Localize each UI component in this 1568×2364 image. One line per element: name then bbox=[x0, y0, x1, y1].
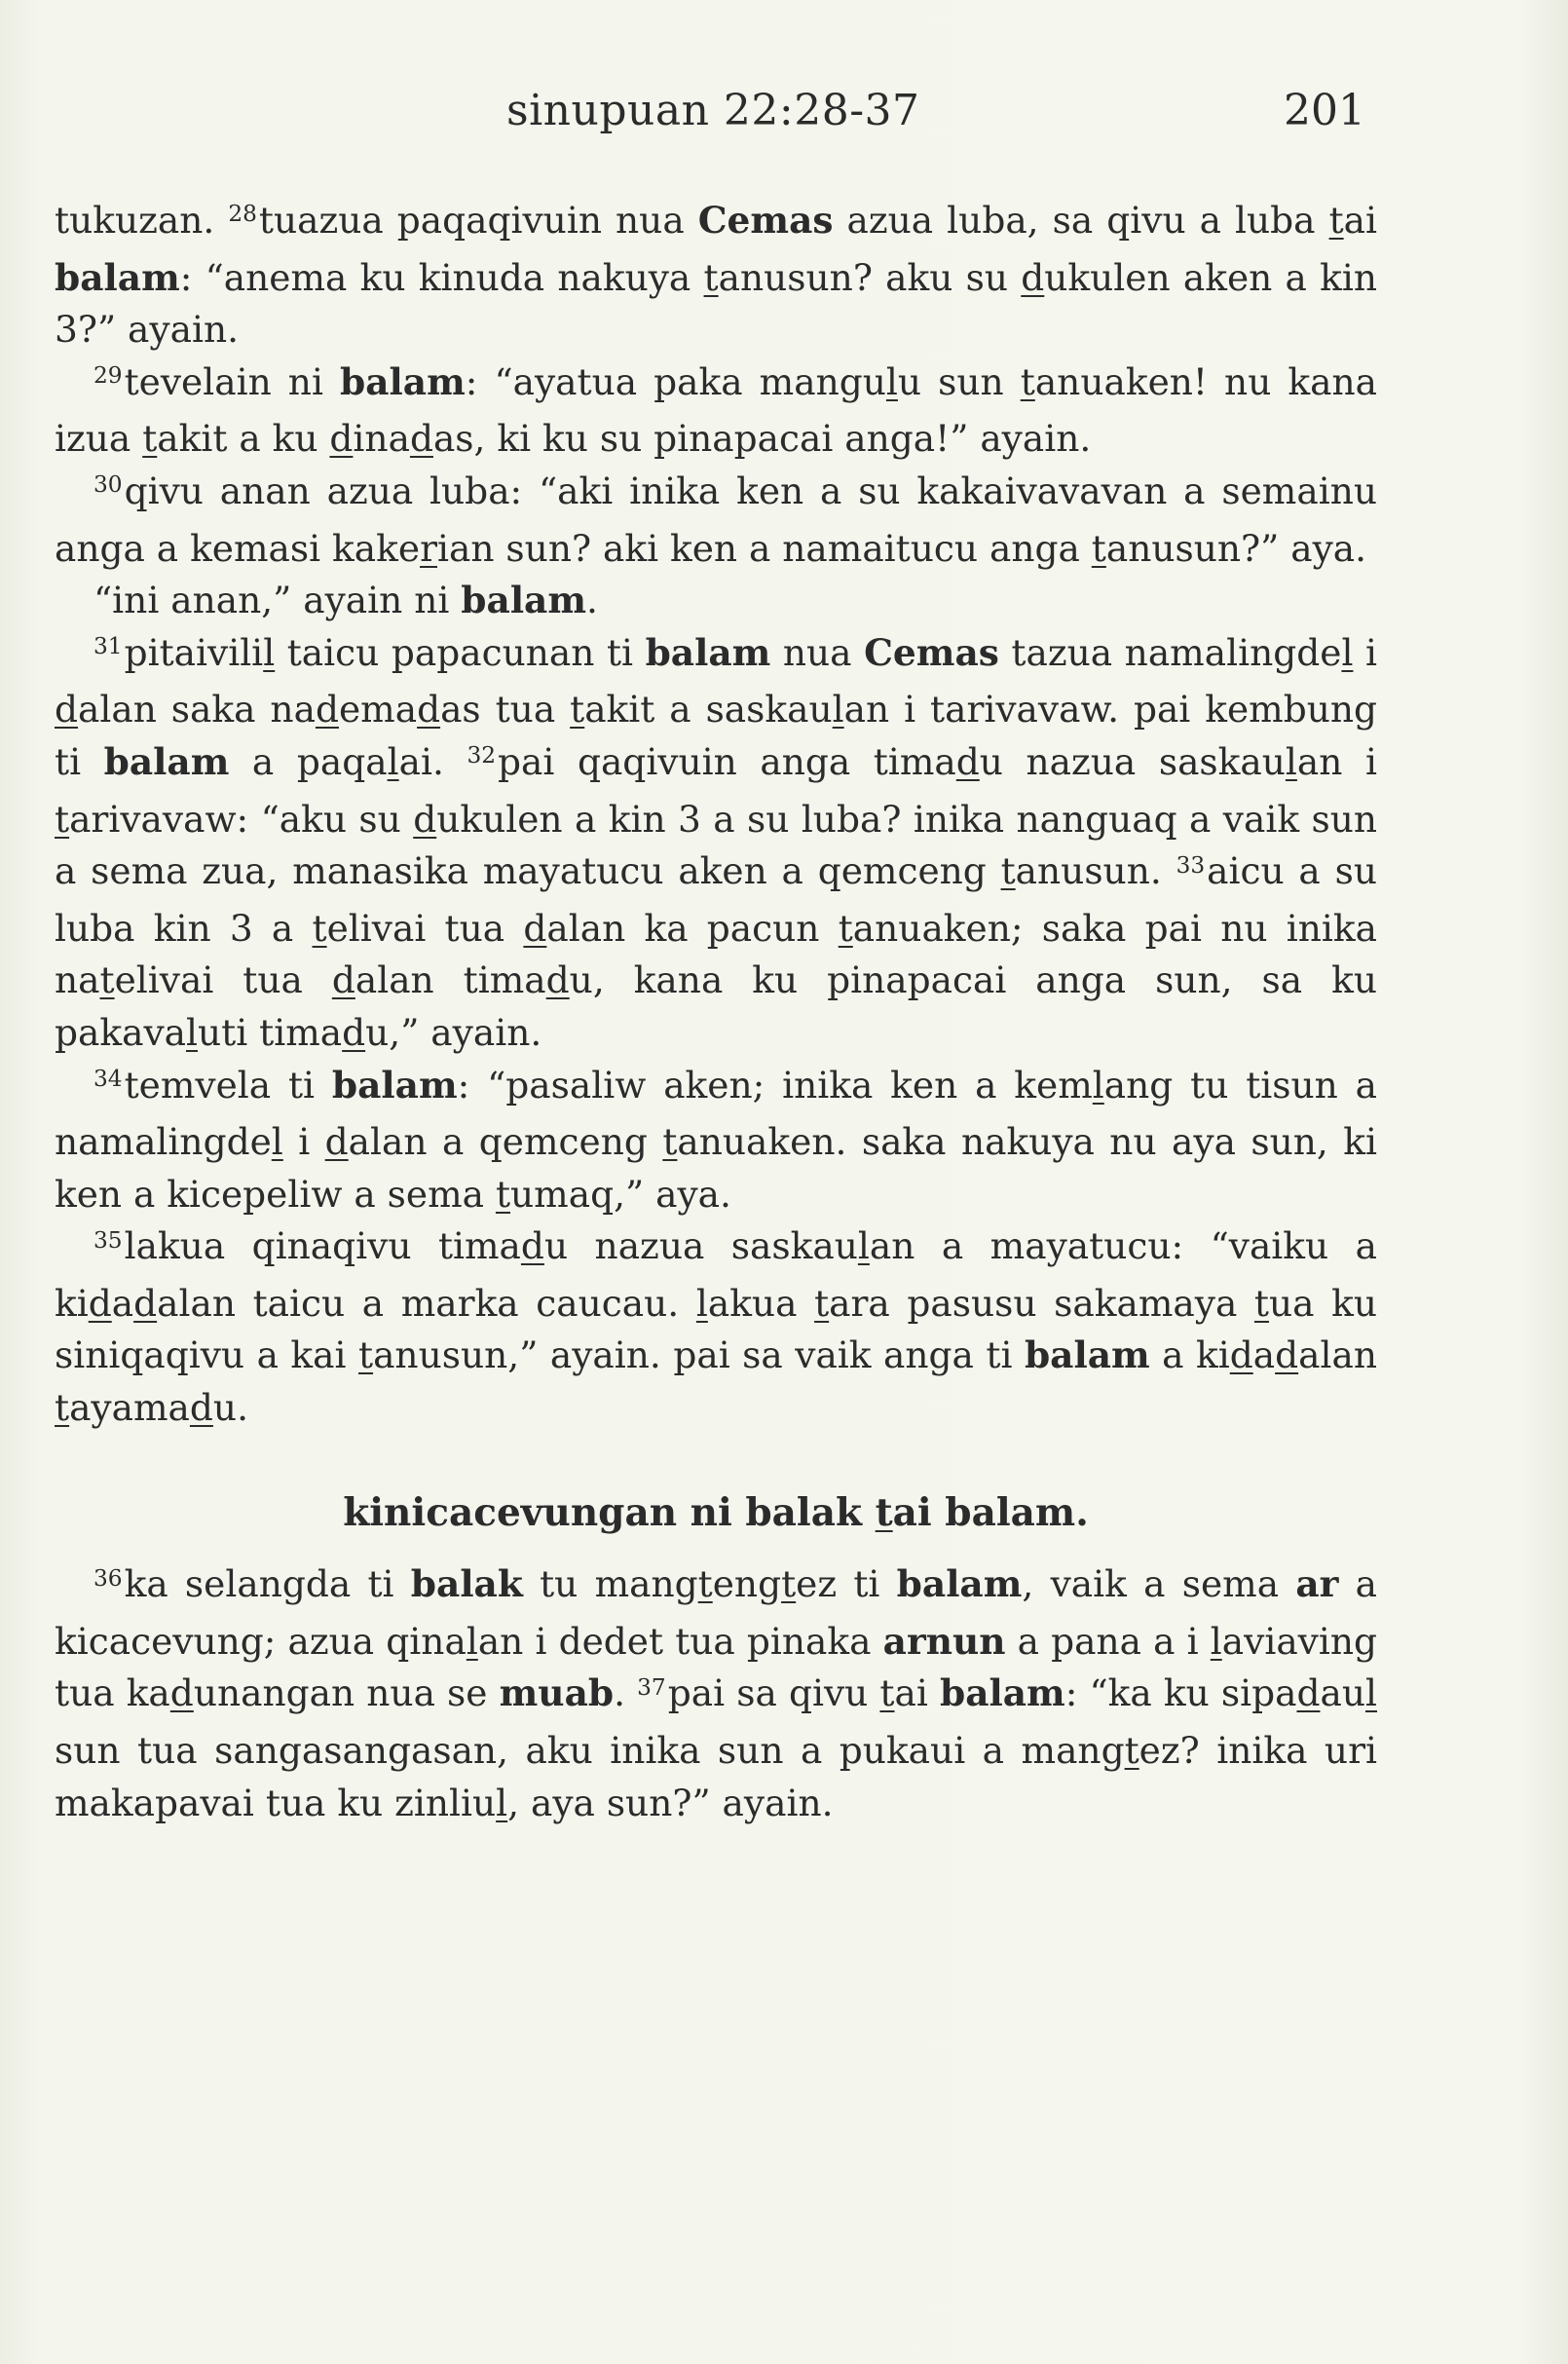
paragraph bbox=[55, 1060, 1377, 1221]
text-run: : “anema ku kinuda nakuya bbox=[179, 255, 704, 299]
text-run: anuaken! nu kana izua bbox=[55, 359, 1378, 461]
text-run: akua bbox=[707, 1281, 815, 1325]
text-run: d bbox=[413, 797, 437, 841]
text-run: t bbox=[662, 1120, 678, 1164]
paragraph bbox=[55, 1558, 1377, 1829]
text-run: : “ka ku sipa bbox=[1064, 1671, 1297, 1715]
text-run: . bbox=[586, 579, 598, 622]
text-run: d bbox=[88, 1281, 112, 1325]
text-run: u. bbox=[212, 1386, 248, 1430]
text-run: l bbox=[1365, 1671, 1377, 1715]
text-run: ar bbox=[1295, 1562, 1339, 1606]
text-run: t bbox=[1020, 359, 1035, 403]
text-run: balam bbox=[461, 579, 587, 622]
text-run: alan bbox=[1298, 1333, 1377, 1377]
text-run: t bbox=[1000, 849, 1016, 893]
text-run: tevelain ni bbox=[124, 359, 341, 403]
text-run: : “ayatua paka mangu bbox=[465, 359, 886, 403]
text-run: t bbox=[781, 1562, 797, 1606]
text-run: balak bbox=[410, 1562, 523, 1606]
text-run: sun tua sangasangasan, aku inika sun a pukaui a mang bbox=[55, 1729, 1125, 1773]
text-run: aviaving tua ka bbox=[55, 1619, 1378, 1715]
text-run: a kicacevung; azua qina bbox=[55, 1562, 1377, 1663]
verse-number: 31 bbox=[93, 633, 123, 660]
text-run: l bbox=[695, 1281, 708, 1325]
text-run: ka selangda ti bbox=[124, 1562, 411, 1606]
text-run: pai sa qivu bbox=[667, 1671, 880, 1715]
text-run: muab bbox=[499, 1671, 615, 1715]
text-run: ai bbox=[1343, 199, 1377, 242]
text-run: d bbox=[133, 1281, 158, 1325]
text-run: pitaivili bbox=[124, 630, 264, 674]
text-run: unangan nua se bbox=[193, 1671, 500, 1715]
text-run: balam bbox=[340, 359, 466, 403]
text-run: a bbox=[111, 1281, 134, 1325]
verse-number: 37 bbox=[637, 1673, 666, 1701]
paragraph bbox=[55, 575, 1377, 627]
text-run: ayama bbox=[69, 1386, 190, 1430]
text-run: t bbox=[55, 1386, 70, 1430]
text-run: a bbox=[1252, 1333, 1276, 1377]
text-run: t bbox=[879, 1671, 895, 1715]
verse-number: 32 bbox=[467, 742, 497, 769]
text-run: anusun,” ayain. pai sa vaik anga ti bbox=[373, 1333, 1025, 1377]
text-run: l bbox=[1341, 630, 1354, 674]
text-run: ukulen a kin 3 a su luba? inika nanguaq a vaik sun a sema zua, manasika mayatucu aken a qemceng bbox=[55, 797, 1378, 893]
text-run: t bbox=[875, 1489, 893, 1535]
text-run: balam bbox=[331, 1063, 458, 1107]
text-run: d bbox=[955, 739, 980, 783]
text-run: l bbox=[1210, 1619, 1222, 1663]
text-run: t bbox=[142, 417, 158, 461]
text-run: , vaik a sema bbox=[1022, 1562, 1296, 1606]
text-run: l bbox=[1092, 1063, 1104, 1107]
text-run: ez ti bbox=[796, 1562, 897, 1606]
section-heading bbox=[55, 1487, 1377, 1540]
text-run: ai. bbox=[398, 739, 467, 783]
text-run: a ki bbox=[1149, 1333, 1230, 1377]
verse-number: 29 bbox=[93, 362, 123, 390]
text-run: qivu anan azua luba: “aki inika ken a su kakaivavavan a semainu anga a kemasi kake bbox=[55, 469, 1377, 570]
text-run: l bbox=[885, 359, 898, 403]
text-run: an a mayatucu: “vaiku a ki bbox=[55, 1224, 1377, 1325]
text-run: as tua bbox=[440, 688, 571, 732]
text-run: t bbox=[703, 255, 719, 299]
text-run: anusun? aku su bbox=[718, 255, 1022, 299]
text-run: d bbox=[324, 1120, 349, 1164]
text-run: pai qaqivuin anga tima bbox=[498, 739, 956, 783]
text-run: balam bbox=[103, 739, 230, 783]
text-run: nua bbox=[770, 630, 865, 674]
text-run: d bbox=[1229, 1333, 1253, 1377]
text-run: umaq,” aya. bbox=[510, 1172, 731, 1216]
paragraph bbox=[55, 466, 1377, 575]
text-run: a paqa bbox=[229, 739, 388, 783]
text-run: “ini anan,” ayain ni bbox=[93, 579, 462, 622]
text-run: , aya sun?” ayain. bbox=[507, 1781, 834, 1824]
text-run: t bbox=[1124, 1729, 1139, 1773]
paragraph bbox=[55, 356, 1377, 466]
text-run: an i dedet tua pinaka bbox=[477, 1619, 883, 1663]
text-run: akit a saskau bbox=[584, 688, 833, 732]
text-run: t bbox=[1328, 199, 1344, 242]
page-number: 201 bbox=[1284, 86, 1365, 135]
text-run: alan ka pacun bbox=[546, 906, 839, 950]
verse-number: 34 bbox=[93, 1065, 123, 1092]
text-run: Cemas bbox=[697, 199, 834, 242]
text-run: au bbox=[1320, 1671, 1365, 1715]
text-run: . bbox=[614, 1671, 638, 1715]
running-title: sinupuan 22:28-37 bbox=[506, 86, 920, 135]
paragraph bbox=[55, 195, 1377, 356]
text-run: ina bbox=[353, 417, 410, 461]
text-run: uti tima bbox=[198, 1010, 343, 1054]
text-run: t bbox=[99, 958, 115, 1002]
text-run: d bbox=[417, 688, 441, 732]
verse-number: 28 bbox=[228, 201, 257, 228]
text-run: d bbox=[520, 1224, 544, 1268]
text-run: t bbox=[312, 906, 327, 950]
text-run: tu mang bbox=[522, 1562, 698, 1606]
text-run: d bbox=[329, 417, 354, 461]
text-run: anusun. bbox=[1015, 849, 1176, 893]
text-run: l bbox=[496, 1781, 508, 1824]
text-run: akit a ku bbox=[157, 417, 330, 461]
text-run: ara pasusu sakamaya bbox=[829, 1281, 1254, 1325]
text-run: t bbox=[1091, 526, 1106, 570]
text-run: l bbox=[271, 1120, 283, 1164]
text-run: balam bbox=[1024, 1333, 1150, 1377]
text-run: balam bbox=[939, 1671, 1065, 1715]
text-run: i bbox=[282, 1120, 325, 1164]
text-run: u sun bbox=[897, 359, 1021, 403]
text-run: t bbox=[55, 797, 70, 841]
text-run: ukulen aken a kin 3?” ayain. bbox=[55, 255, 1377, 352]
text-run: ai bbox=[894, 1671, 940, 1715]
text-run: ian sun? aki ken a namaitucu anga bbox=[437, 526, 1092, 570]
page-header bbox=[0, 86, 1568, 144]
text-run: ua ku siniqaqivu a kai bbox=[55, 1281, 1377, 1377]
text-run: d bbox=[1296, 1671, 1321, 1715]
text-run: d bbox=[523, 906, 547, 950]
text-run: t bbox=[697, 1562, 713, 1606]
text-run: t bbox=[814, 1281, 830, 1325]
text-run: as, ki ku su pinapacai anga!” ayain. bbox=[432, 417, 1092, 461]
text-run: r bbox=[420, 526, 437, 570]
text-run: anusun?” aya. bbox=[1105, 526, 1367, 570]
text-run: t bbox=[570, 688, 585, 732]
text-run: temvela ti bbox=[124, 1063, 332, 1107]
verse-number: 33 bbox=[1176, 851, 1206, 879]
text-run: an i tarivavaw. pai kembung ti bbox=[55, 688, 1378, 783]
text-run: l bbox=[832, 688, 844, 732]
text-run: l bbox=[186, 1010, 198, 1054]
text-run: t bbox=[838, 906, 853, 950]
text-run: t bbox=[495, 1172, 511, 1216]
text-run: d bbox=[169, 1671, 194, 1715]
text-run: alan taicu a marka caucau. bbox=[157, 1281, 696, 1325]
text-run: l bbox=[857, 1224, 870, 1268]
text-run: a pana a i bbox=[1005, 1619, 1211, 1663]
text-run: d bbox=[342, 1010, 366, 1054]
text-run: an i bbox=[1296, 739, 1377, 783]
paragraph bbox=[55, 1220, 1377, 1434]
text-run: t bbox=[1253, 1281, 1269, 1325]
text-run: u nazua saskau bbox=[979, 739, 1286, 783]
text-run: l bbox=[263, 630, 276, 674]
text-run: u nazua saskau bbox=[543, 1224, 858, 1268]
text-run: aicu a su luba kin 3 a bbox=[55, 849, 1377, 950]
text-run: ai balam. bbox=[892, 1489, 1089, 1535]
text-run: alan a qemceng bbox=[348, 1120, 663, 1164]
text-run: u,” ayain. bbox=[365, 1010, 542, 1054]
text-run: ema bbox=[338, 688, 418, 732]
text-run: kinicacevungan ni balak bbox=[343, 1489, 876, 1535]
text-run: : “pasaliw aken; inika ken a kem bbox=[457, 1063, 1093, 1107]
text-run: i bbox=[1353, 630, 1377, 674]
text-run: balam bbox=[896, 1562, 1023, 1606]
body-text bbox=[55, 195, 1377, 1829]
text-run: balam bbox=[55, 255, 180, 299]
text-run: taicu papacunan ti bbox=[275, 630, 646, 674]
text-run: lakua qinaqivu tima bbox=[124, 1224, 521, 1268]
text-run: arivavaw: “aku su bbox=[69, 797, 414, 841]
text-run: Cemas bbox=[864, 630, 999, 674]
verse-number: 30 bbox=[93, 471, 123, 499]
text-run: alan saka na bbox=[78, 688, 316, 732]
text-run: u, kana ku pinapacai anga sun, sa ku pakava bbox=[55, 958, 1378, 1054]
text-run: alan tima bbox=[355, 958, 546, 1002]
text-run: d bbox=[331, 958, 355, 1002]
text-run: arnun bbox=[882, 1619, 1006, 1663]
text-run: anuaken; saka pai nu inika na bbox=[55, 906, 1377, 1002]
text-run: d bbox=[189, 1386, 213, 1430]
text-run: tazua namalingde bbox=[998, 630, 1342, 674]
text-run: elivai tua bbox=[326, 906, 524, 950]
text-run: balam bbox=[645, 630, 771, 674]
text-run: ang tu tisun a namalingde bbox=[55, 1063, 1378, 1164]
verse-number: 36 bbox=[93, 1564, 123, 1592]
text-run: l bbox=[1285, 739, 1297, 783]
text-run: ez? inika uri makapavai tua ku zinliu bbox=[55, 1729, 1377, 1824]
text-run: t bbox=[358, 1333, 374, 1377]
verse-number: 35 bbox=[93, 1226, 123, 1254]
text-run: l bbox=[466, 1619, 478, 1663]
text-run: azua luba, sa qivu a luba bbox=[833, 199, 1329, 242]
text-run: d bbox=[315, 688, 339, 732]
text-run: d bbox=[545, 958, 570, 1002]
text-run: l bbox=[387, 739, 399, 783]
text-run: elivai tua bbox=[114, 958, 332, 1002]
text-run: tuazua paqaqivuin nua bbox=[258, 199, 698, 242]
text-run: d bbox=[55, 688, 79, 732]
text-run: d bbox=[1021, 255, 1045, 299]
text-run: eng bbox=[712, 1562, 782, 1606]
text-run: d bbox=[409, 417, 433, 461]
text-run: anuaken. saka nakuya nu aya sun, ki ken a kicepeliw a sema bbox=[55, 1120, 1377, 1216]
text-run: tukuzan. bbox=[55, 199, 229, 242]
paragraph bbox=[55, 627, 1377, 1060]
text-run: d bbox=[1275, 1333, 1299, 1377]
